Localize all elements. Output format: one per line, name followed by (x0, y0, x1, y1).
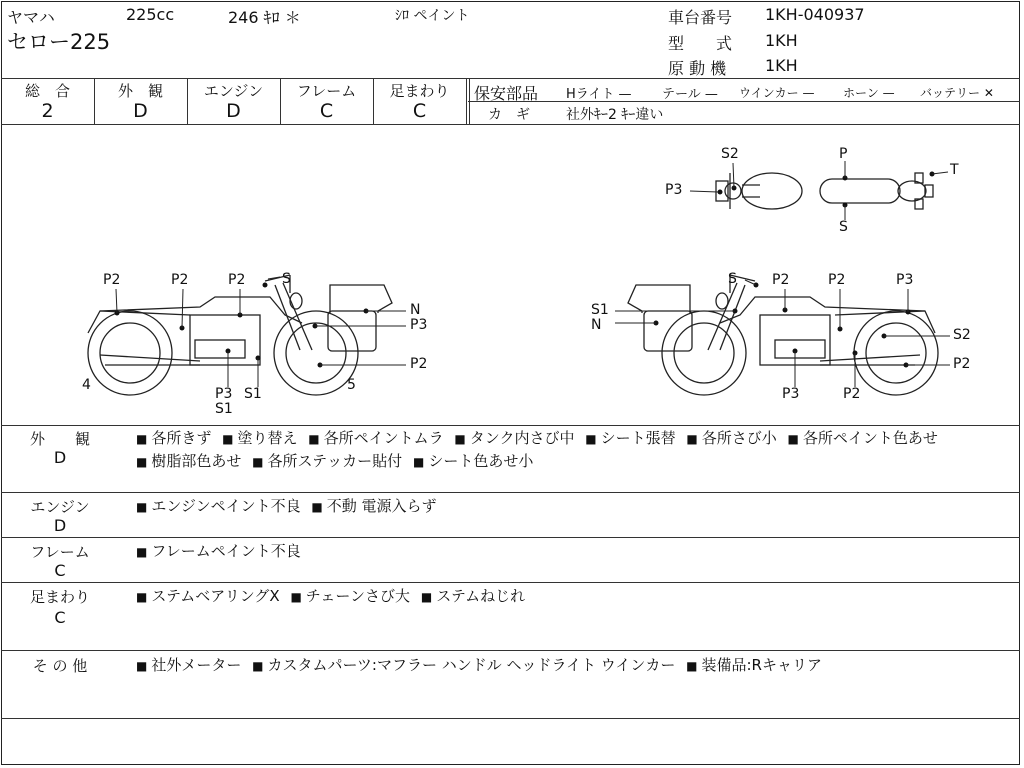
damage-label: S1 (244, 386, 262, 402)
grade-suspension: C (412, 100, 427, 122)
key-label: カ ギ (488, 107, 530, 123)
damage-label: S1 (215, 401, 233, 417)
grade-header-overall: 総 合 (24, 82, 70, 100)
grade-overall: 2 (41, 100, 54, 122)
safety-item-headlight: Hライト — (566, 87, 632, 102)
damage-label: P2 (828, 272, 846, 288)
note-item: ■ 各所さび小 (686, 429, 777, 447)
safety-item-horn: ホーン — (843, 86, 895, 100)
frame-number-label: 車台番号 (668, 8, 733, 27)
note-item: ■ シート張替 (585, 429, 676, 447)
note-item: ■ 不動 電源入らず (311, 497, 437, 515)
damage-label: P3 (410, 317, 428, 333)
note-item: ■ 各所きず (136, 429, 212, 447)
section-label: 足まわり (29, 588, 90, 606)
grade-header-engine: エンジン (203, 82, 264, 100)
bike-right-side-view (628, 275, 938, 395)
section-notes (136, 585, 1016, 608)
note-item: ■ 社外メーター (136, 656, 242, 674)
damage-label: S2 (721, 146, 739, 162)
grade-header-frame: フレーム (296, 82, 357, 100)
note-item: ■ ステムねじれ (420, 587, 526, 605)
damage-diagram (0, 125, 1022, 425)
frame-number: 1KH-040937 (765, 5, 865, 24)
damage-label: P2 (171, 272, 189, 288)
note-item: ■ 塗り替え (222, 429, 298, 447)
section-label: 外 観 (29, 430, 90, 448)
damage-label: S (839, 219, 848, 235)
damage-label: P2 (103, 272, 121, 288)
damage-label: S1 (591, 302, 609, 318)
grade-exterior: D (133, 100, 148, 122)
type-value: 1KH (765, 31, 798, 50)
maker-name: ヤマハ (7, 8, 55, 27)
damage-label: S (282, 271, 291, 287)
grade-engine: D (226, 100, 241, 122)
note-item: ■ カスタムパーツ:マフラー ハンドル ヘッドライト ウインカー (252, 656, 676, 674)
note-item: ■ フレームペイント不良 (136, 542, 301, 560)
damage-label: P2 (228, 272, 246, 288)
note-item: ■ エンジンペイント不良 (136, 497, 301, 515)
note-item: ■ 装備品:Rキャリア (686, 656, 822, 674)
damage-label: P3 (896, 272, 914, 288)
damage-label: P2 (843, 386, 861, 402)
damage-label: S (728, 271, 737, 287)
note-item: ■ 樹脂部色あせ (136, 452, 242, 470)
divider (466, 78, 467, 124)
grade-header-suspension: 足まわり (389, 82, 450, 100)
divider (1, 537, 1020, 538)
type-label: 型 式 (668, 34, 733, 53)
damage-label: P3 (665, 182, 683, 198)
section-grade: D (53, 448, 67, 467)
safety-item-winker: ウインカー — (739, 86, 815, 100)
divider (1, 492, 1020, 493)
model-name: セロー225 (7, 30, 111, 54)
engine-model-value: 1KH (765, 56, 798, 75)
grade-frame: C (319, 100, 334, 122)
section-notes (136, 654, 1016, 677)
safety-item-battery: バッテリー ✕ (920, 86, 994, 100)
bike-top-view (716, 173, 933, 209)
divider (1, 650, 1020, 651)
note-item: ■ チェーンさび大 (290, 587, 411, 605)
section-grade: C (54, 608, 66, 627)
divider (1, 78, 1020, 79)
damage-label: T (950, 162, 959, 178)
divider (1, 425, 1020, 426)
damage-label: 5 (347, 377, 356, 393)
section-notes (136, 427, 1016, 473)
damage-label: N (591, 317, 602, 333)
divider (1, 582, 1020, 583)
key-value: 社外ｷｰ2 ｷｰ違い (566, 107, 664, 123)
section-label: そ の 他 (32, 657, 88, 675)
displacement: 225cc (126, 5, 175, 24)
engine-model-label: 原 動 機 (668, 59, 727, 78)
note-item: ■ ステムベアリングX (136, 587, 280, 605)
section-notes (136, 495, 1016, 518)
damage-label: P2 (772, 272, 790, 288)
section-grade: C (54, 561, 66, 580)
grade-header-exterior: 外 観 (117, 82, 163, 100)
damage-label: P3 (782, 386, 800, 402)
note-item: ■ 各所ペイント色あせ (787, 429, 938, 447)
mileage: 246 ｷﾛ ＊ (228, 8, 301, 27)
safety-item-tail: テール — (662, 87, 718, 102)
damage-label: P2 (410, 356, 428, 372)
divider (469, 78, 470, 124)
body-color: ｼﾛ ペイント (395, 8, 470, 24)
damage-label: P3 (215, 386, 233, 402)
note-item: ■ 各所ステッカー貼付 (252, 452, 403, 470)
note-item: ■ タンク内さび中 (454, 429, 575, 447)
damage-label: P2 (953, 356, 971, 372)
damage-label: S2 (953, 327, 971, 343)
section-notes (136, 540, 1016, 563)
damage-label: N (410, 302, 421, 318)
damage-label: P (839, 146, 848, 162)
safety-parts-label: 保安部品 (474, 84, 539, 103)
divider (468, 101, 1020, 102)
section-label: フレーム (30, 543, 90, 561)
divider (1, 718, 1020, 719)
damage-label: 4 (82, 377, 91, 393)
section-label: エンジン (30, 498, 90, 516)
note-item: ■ シート色あせ小 (412, 452, 534, 470)
note-item: ■ 各所ペイントムラ (308, 429, 444, 447)
section-grade: D (53, 516, 67, 535)
